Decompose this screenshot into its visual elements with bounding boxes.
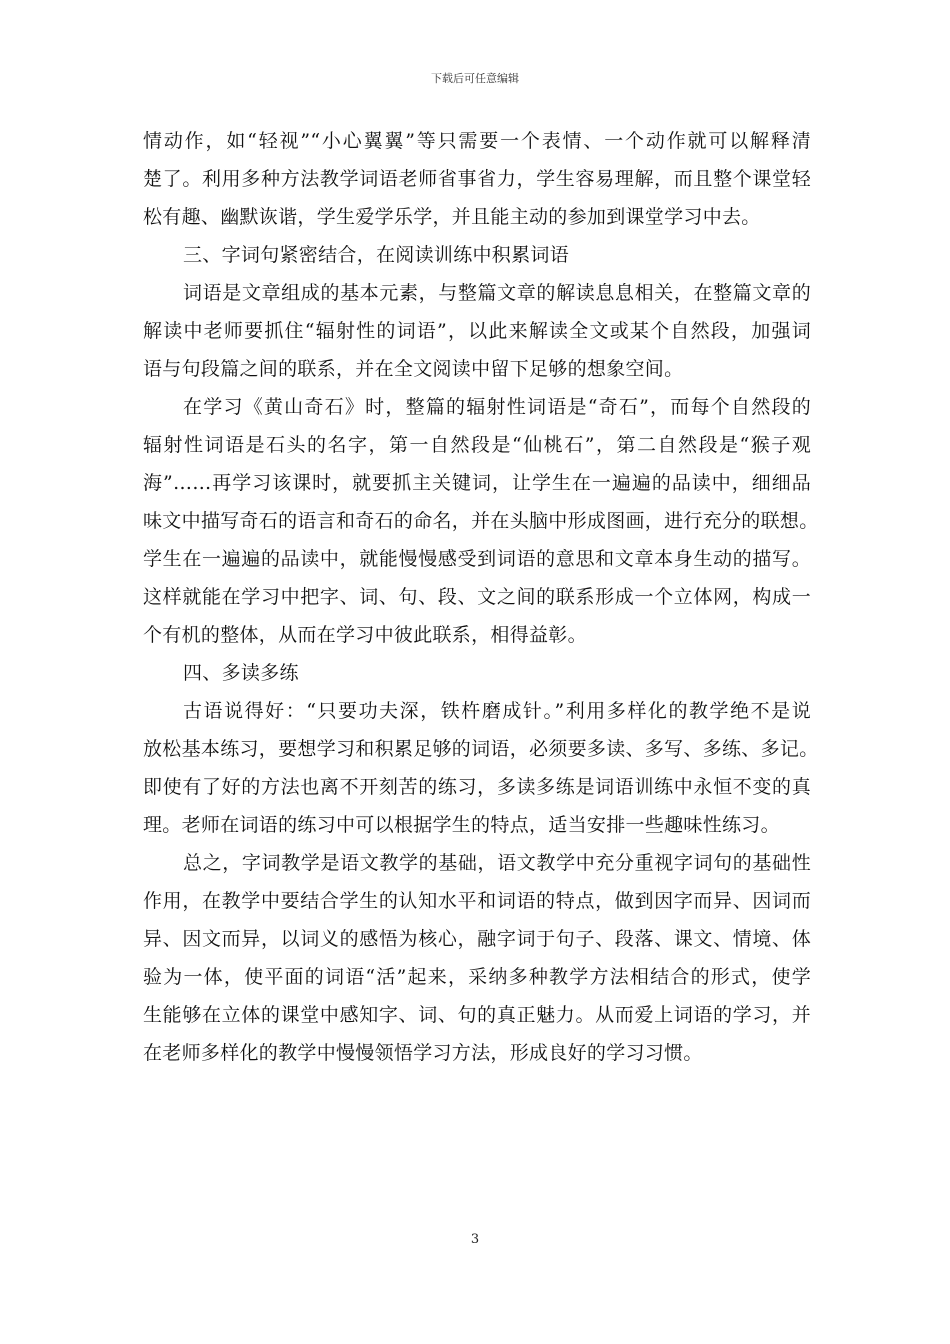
body-line: 异、因文而异，以词义的感悟为核心，融字词于句子、段落、课文、情境、体 xyxy=(143,928,811,950)
section-heading: 四、多读多练 xyxy=(183,662,299,684)
body-line: 海”……再学习该课时，就要抓主关键词，让学生在一遍遍的品读中，细细品 xyxy=(143,472,811,494)
body-line: 松有趣、幽默诙谐，学生爱学乐学，并且能主动的参加到课堂学习中去。 xyxy=(143,206,761,228)
body-line: 验为一体，使平面的词语“活”起来，采纳多种教学方法相结合的形式，使学 xyxy=(143,966,811,988)
body-line: 情动作，如“轻视”“小心翼翼”等只需要一个表情、一个动作就可以解释清 xyxy=(143,130,811,152)
body-line: 生能够在立体的课堂中感知字、词、句的真正魅力。从而爱上词语的学习，并 xyxy=(143,1004,811,1026)
body-line: 词语是文章组成的基本元素，与整篇文章的解读息息相关，在整篇文章的 xyxy=(183,282,811,304)
body-line: 在学习《黄山奇石》时，整篇的辐射性词语是“奇石”，而每个自然段的 xyxy=(183,396,811,418)
body-line: 楚了。利用多种方法教学词语老师省事省力，学生容易理解，而且整个课堂轻 xyxy=(143,168,811,190)
body-line: 个有机的整体，从而在学习中彼此联系，相得益彰。 xyxy=(143,624,587,646)
body-line: 理。老师在词语的练习中可以根据学生的特点，适当安排一些趣味性练习。 xyxy=(143,814,780,836)
body-line: 作用，在教学中要结合学生的认知水平和词语的特点，做到因字而异、因词而 xyxy=(143,890,811,912)
body-line: 解读中老师要抓住“辐射性的词语”，以此来解读全文或某个自然段，加强词 xyxy=(143,320,811,342)
body-line: 放松基本练习，要想学习和积累足够的词语，必须要多读、多写、多练、多记。 xyxy=(143,738,819,760)
document-body xyxy=(143,122,819,1072)
body-line: 辐射性词语是石头的名字，第一自然段是“仙桃石”，第二自然段是“猴子观 xyxy=(143,434,811,456)
body-line: 在老师多样化的教学中慢慢领悟学习方法，形成良好的学习习惯。 xyxy=(143,1042,703,1064)
body-line: 味文中描写奇石的语言和奇石的命名，并在头脑中形成图画，进行充分的联想。 xyxy=(143,510,819,532)
body-line: 即使有了好的方法也离不开刻苦的练习，多读多练是词语训练中永恒不变的真 xyxy=(143,776,811,798)
body-line: 古语说得好：“只要功夫深，铁杵磨成针。”利用多样化的教学绝不是说 xyxy=(183,700,811,722)
header-note: 下载后可任意编辑 xyxy=(431,72,519,85)
body-line: 学生在一遍遍的品读中，就能慢慢感受到词语的意思和文章本身生动的描写。 xyxy=(143,548,811,570)
section-heading: 三、字词句紧密结合，在阅读训练中积累词语 xyxy=(183,244,570,266)
page-number: 3 xyxy=(470,1232,480,1247)
body-line: 语与句段篇之间的联系，并在全文阅读中留下足够的想象空间。 xyxy=(143,358,684,380)
body-line: 总之，字词教学是语文教学的基础，语文教学中充分重视字词句的基础性 xyxy=(183,852,811,874)
body-line: 这样就能在学习中把字、词、句、段、文之间的联系形成一个立体网，构成一 xyxy=(143,586,811,608)
